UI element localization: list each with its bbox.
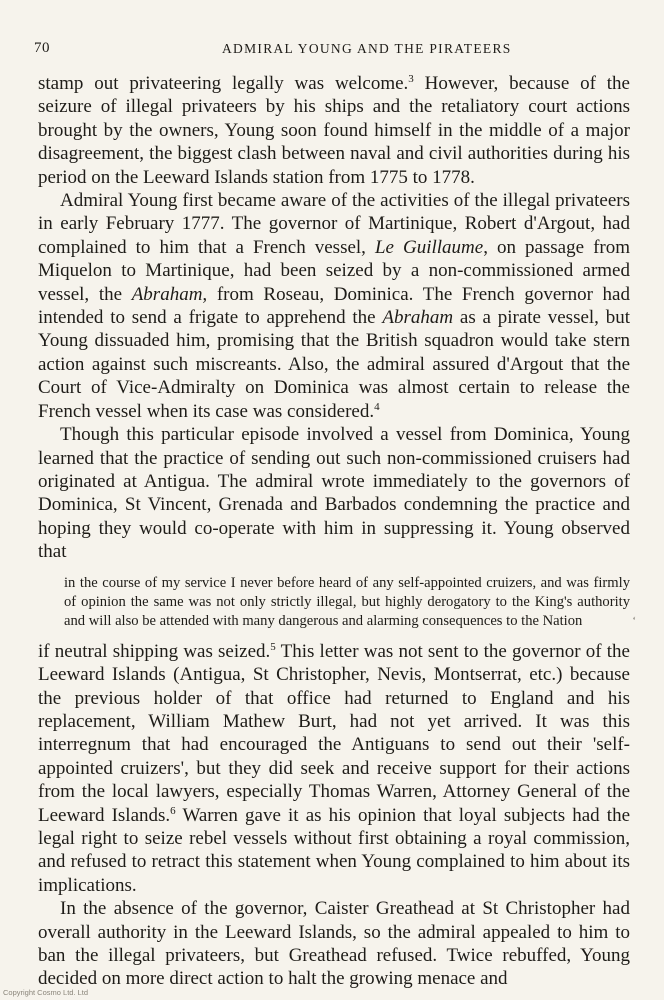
block-quote: in the course of my service I never before heard of any self-appointed cruizers, and was firmly of opinion the same was not only strictly illegal, but highly derogatory to the King's authority and will also be attended with many dangerous and alarming consequences to the Nation ‘ xyxy=(64,574,630,632)
paragraph-4: if neutral shipping was seized.$^5$ This letter was not sent to the governor of the Leeward Islands (Antigua, St Christopher, Nevis, Montserrat, etc.) because the previous holder of that office had returned to England and his replacement, William Mathew Burt, had not yet arrived. It was this interregnum that had encouraged the Antiguans to send out their 'self-appointed cruizers', but they did seek and receive support for their actions from the local lawyers, especially Thomas Warren, Attorney General of the Leeward Islands.$^6$ Warren gave it as his opinion that loyal subjects had the legal right to seize rebel vessels without first obtaining a royal commission, and refused to retract this statement when Young complained to him about its implications. xyxy=(38,640,630,896)
footnote-ref-5: 5 xyxy=(270,640,276,653)
body-text xyxy=(38,72,636,991)
paragraph-1: stamp out privateering legally was welcome.$^3$ However, because of the seizure of illegal privateers by his ships and the retaliatory court actions brought by the owners, Young soon found himself in the middle of a major disagreement, the biggest clash between naval and civil authorities during his period on the Leeward Islands station from 1775 to 1778. xyxy=(38,73,630,188)
running-head: ADMIRAL YOUNG AND THE PIRATEERS xyxy=(222,41,512,56)
ship-name: Le Guillaume xyxy=(374,236,484,258)
margin-mark: ‘ xyxy=(632,615,636,628)
page-header xyxy=(34,40,630,60)
footnote-ref-4: 4 xyxy=(374,400,380,413)
paragraph-2: Admiral Young first became aware of the activities of the illegal privateers in early February 1777. The governor of Martinique, Robert d'Argout, had complained to him that a French vessel, Le Guillaume, on passage from Miquelon to Martinique, had been seized by a non-commissioned armed vessel, the Abraham, from Roseau, Dominica. The French governor had intended to send a frigate to apprehend the Abraham as a pirate vessel, but Young dissuaded him, promising that the British squadron would take stern action against such miscreants. Also, the admiral assured d'Argout that the Court of Vice-Admiralty on Dominica was almost certain to release the French vessel when its case was considered.$^4$ xyxy=(38,190,631,422)
ship-name: Abraham, xyxy=(131,283,208,305)
footnote-ref-3: 3 xyxy=(408,73,414,85)
footnote-ref-6: 6 xyxy=(170,804,176,817)
page-number: 70 xyxy=(34,40,50,56)
ship-name: Abraham xyxy=(382,307,454,329)
paragraph-5: In the absence of the governor, Caister Greathead at St Christopher had overall authority in the Leeward Islands, so the admiral appealed to him to ban the illegal privateers, but Greathead refused. Twice rebuffed, Young decided on more direct action to halt the growing menace and xyxy=(38,898,630,990)
copyright-notice: Copyright Cosmo Ltd. Ltd xyxy=(3,988,89,997)
paragraph-3: Though this particular episode involved a vessel from Dominica, Young learned that the practice of sending out such non-commissioned cruisers had originated at Antigua. The admiral wrote immediately to the governors of Dominica, St Vincent, Grenada and Barbados condemning the practice and hoping they would co-operate with him in suppressing it. Young observed that xyxy=(38,424,630,563)
